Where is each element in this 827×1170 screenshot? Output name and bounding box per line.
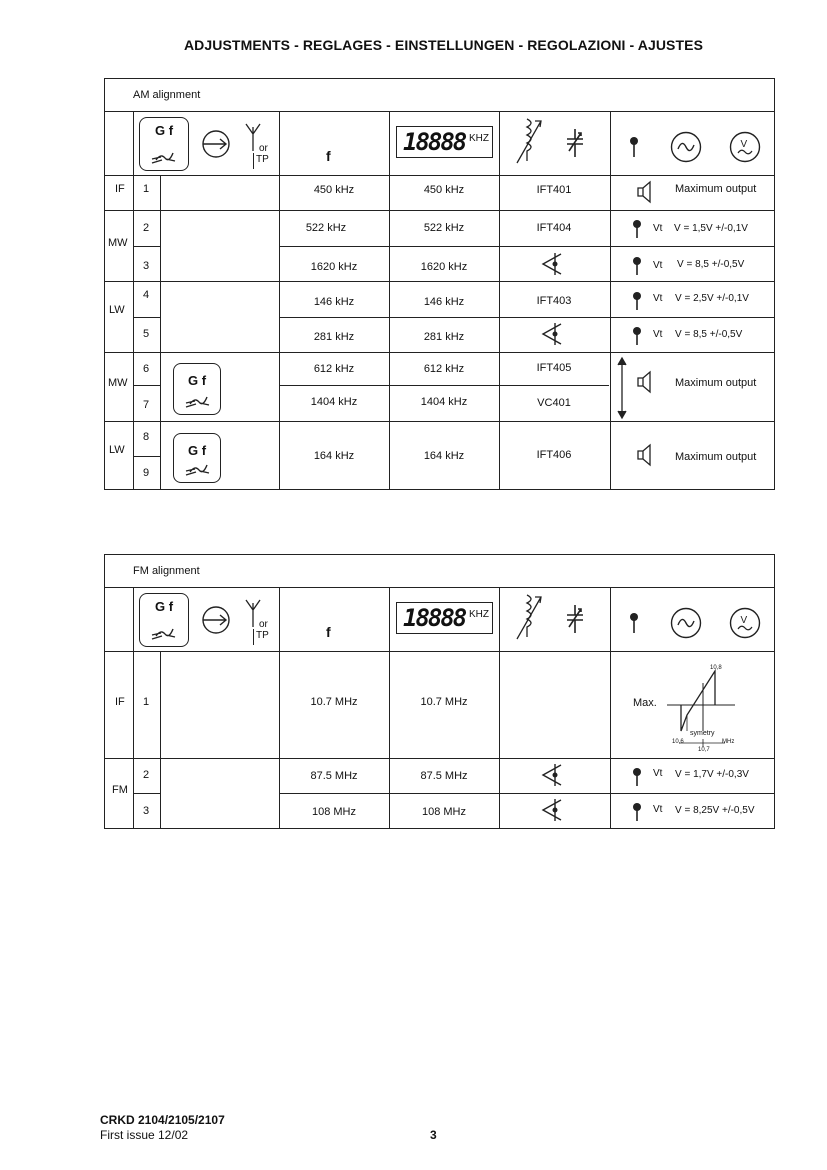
display-frequency: 10.7 MHz	[420, 696, 468, 708]
display-digits: 18888	[403, 604, 466, 632]
display-frequency: 281 kHz	[423, 331, 465, 343]
coil-adjust-icon	[515, 593, 545, 643]
svg-text:V: V	[740, 139, 748, 150]
display-frequency: 1404 kHz	[420, 396, 468, 408]
generator-frequency: 146 kHz	[313, 296, 355, 308]
or-label: or	[259, 143, 268, 154]
display-frequency: 87.5 MHz	[420, 770, 468, 782]
curve-center-label: 10,7	[698, 747, 710, 753]
repeat-arrow-icon	[617, 357, 627, 419]
display-unit: KHZ	[469, 133, 489, 144]
generator-frequency: 612 kHz	[313, 363, 355, 375]
generator-frequency: 10.7 MHz	[310, 696, 358, 708]
display-frequency: 522 kHz	[423, 222, 465, 234]
display-frequency: 450 kHz	[423, 184, 465, 196]
measurement: V = 8,5 +/-0,5V	[677, 259, 745, 270]
page-title: ADJUSTMENTS - REGLAGES - EINSTELLUNGEN - REGOLAZIONI - AJUSTES	[183, 37, 704, 53]
step-number: 6	[143, 363, 150, 375]
tp-label: TP	[256, 154, 269, 165]
measurement: V = 8,5 +/-0,5V	[675, 329, 743, 340]
test-probe-icon	[629, 612, 639, 634]
curve-top-label: 10,8	[710, 665, 722, 671]
band-label: IF	[115, 183, 125, 195]
display-frequency: 146 kHz	[423, 296, 465, 308]
vt-label: Vt	[653, 260, 663, 271]
generator-label: G f	[187, 443, 207, 458]
vt-label: Vt	[653, 804, 663, 815]
frequency-display-icon	[396, 126, 493, 158]
signal-injection-icon	[202, 605, 236, 635]
step-number: 1	[143, 696, 150, 708]
tuning-adjust-icon	[541, 763, 563, 787]
generator-frequency: 164 kHz	[313, 450, 355, 462]
band-label: FM	[112, 784, 128, 796]
generator-label: G f	[154, 123, 174, 138]
adjust-component: IFT406	[536, 449, 572, 461]
measurement: V = 1,7V +/-0,3V	[675, 769, 749, 780]
voltmeter-icon	[729, 131, 761, 163]
display-digits: 18888	[403, 128, 466, 156]
step-number: 4	[143, 289, 150, 301]
speaker-icon	[636, 444, 656, 466]
frequency-label: f	[326, 624, 331, 640]
frequency-display-icon	[396, 602, 493, 634]
test-probe-icon	[632, 767, 642, 787]
speaker-icon	[636, 371, 656, 393]
generator-frequency: 522 kHz	[305, 222, 347, 234]
curve-left-label: 10,6	[672, 739, 684, 745]
vt-label: Vt	[653, 329, 663, 340]
vt-label: Vt	[653, 223, 663, 234]
test-probe-icon	[629, 136, 639, 158]
trimmer-capacitor-icon	[565, 603, 585, 635]
vt-label: Vt	[653, 293, 663, 304]
display-unit: KHZ	[469, 609, 489, 620]
test-probe-icon	[632, 256, 642, 276]
generator-frequency: 1404 kHz	[310, 396, 358, 408]
generator-frequency: 281 kHz	[313, 331, 355, 343]
tuning-adjust-icon	[541, 252, 563, 276]
oscilloscope-icon	[670, 131, 702, 163]
generator-frequency: 450 kHz	[313, 184, 355, 196]
display-frequency: 164 kHz	[423, 450, 465, 462]
signal-generator-icon	[173, 433, 221, 483]
adjust-component: VC401	[537, 397, 571, 409]
generator-frequency: 108 MHz	[311, 806, 357, 818]
am-alignment-table	[104, 78, 775, 490]
adjust-component: IFT403	[536, 295, 572, 307]
band-label: LW	[109, 304, 125, 316]
tp-label: TP	[256, 630, 269, 641]
coil-adjust-icon	[515, 117, 545, 167]
signal-generator-icon	[139, 593, 189, 647]
measurement: V = 2,5V +/-0,1V	[675, 293, 749, 304]
generator-frequency: 1620 kHz	[310, 261, 358, 273]
voltmeter-icon	[729, 607, 761, 639]
adjust-component: IFT401	[536, 184, 572, 196]
curve-unit-label: MHz	[722, 739, 735, 745]
generator-frequency: 87.5 MHz	[310, 770, 358, 782]
test-probe-icon	[632, 219, 642, 239]
test-probe-icon	[632, 802, 642, 822]
band-label: LW	[109, 444, 125, 456]
measurement: Maximum output	[675, 183, 757, 195]
adjust-component: IFT405	[536, 362, 572, 374]
display-frequency: 612 kHz	[423, 363, 465, 375]
adjust-component: IFT404	[536, 222, 572, 234]
tuning-adjust-icon	[541, 322, 563, 346]
fm-alignment-table	[104, 554, 775, 829]
test-probe-icon	[632, 291, 642, 311]
am-section-title: AM alignment	[133, 89, 201, 101]
measurement: Maximum output	[675, 377, 757, 389]
oscilloscope-icon	[670, 607, 702, 639]
display-frequency: 1620 kHz	[420, 261, 468, 273]
generator-label: G f	[187, 373, 207, 388]
speaker-icon	[636, 181, 656, 203]
step-number: 1	[143, 183, 150, 195]
frequency-label: f	[326, 148, 331, 164]
svg-text:V: V	[740, 615, 748, 626]
band-label: MW	[108, 377, 128, 389]
measurement: Maximum output	[675, 451, 757, 463]
issue-date: First issue 12/02	[100, 1128, 189, 1142]
step-number: 5	[143, 328, 150, 340]
step-number: 9	[143, 467, 150, 479]
signal-injection-icon	[202, 129, 236, 159]
signal-generator-icon	[139, 117, 189, 171]
band-label: IF	[115, 696, 125, 708]
page-number: 3	[430, 1128, 437, 1142]
measurement: V = 1,5V +/-0,1V	[674, 223, 748, 234]
display-frequency: 108 MHz	[421, 806, 467, 818]
generator-label: G f	[154, 599, 174, 614]
curve-symmetry-label: symetry	[690, 730, 715, 737]
tuning-adjust-icon	[541, 798, 563, 822]
step-number: 7	[143, 399, 150, 411]
model-number: CRKD 2104/2105/2107	[100, 1113, 225, 1127]
step-number: 2	[143, 222, 150, 234]
step-number: 2	[143, 769, 150, 781]
measurement: Max.	[633, 697, 657, 709]
signal-generator-icon	[173, 363, 221, 415]
vt-label: Vt	[653, 768, 663, 779]
trimmer-capacitor-icon	[565, 127, 585, 159]
step-number: 8	[143, 431, 150, 443]
measurement: V = 8,25V +/-0,5V	[675, 805, 755, 816]
step-number: 3	[143, 260, 150, 272]
or-label: or	[259, 619, 268, 630]
fm-section-title: FM alignment	[133, 565, 200, 577]
step-number: 3	[143, 805, 150, 817]
band-label: MW	[108, 237, 128, 249]
test-probe-icon	[632, 326, 642, 346]
